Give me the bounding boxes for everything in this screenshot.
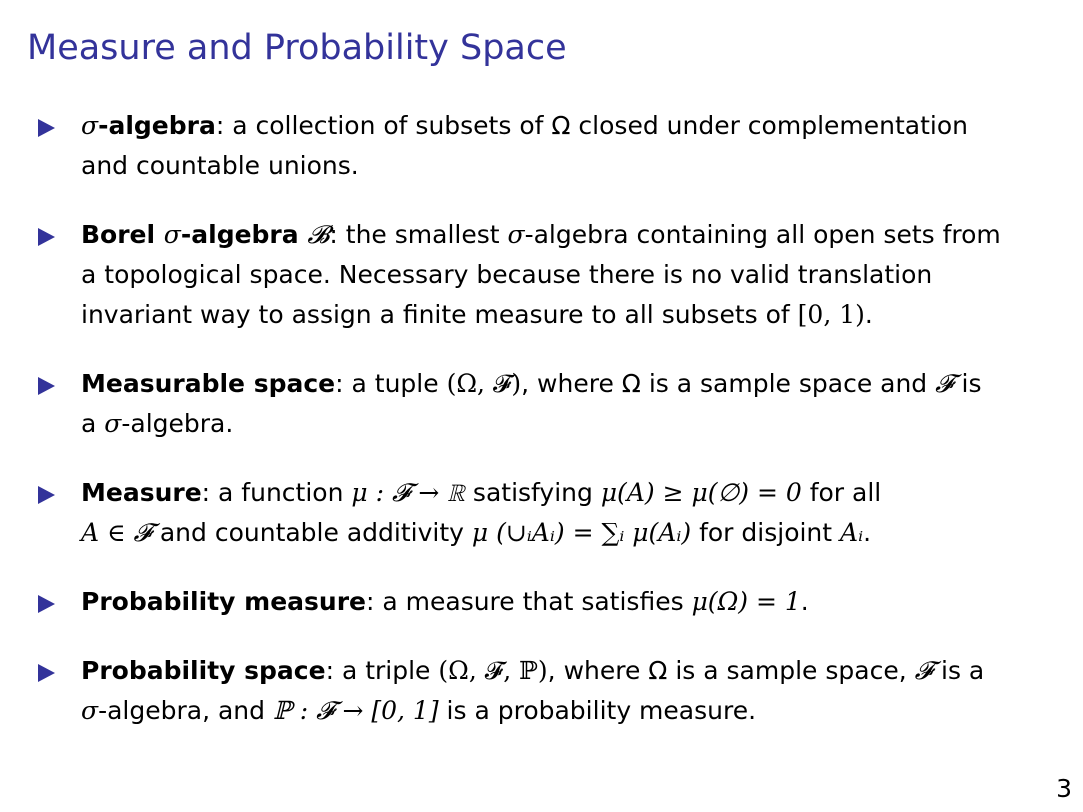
math-triple: (Ω, 𝓕, ℙ)	[438, 656, 548, 685]
definition-text: : a measure that satisfies	[366, 587, 692, 616]
term: Measure	[81, 478, 202, 507]
definition-text: for disjoint	[691, 518, 841, 547]
bullet-probability-measure	[38, 582, 1074, 622]
math-a-i: Aᵢ	[840, 518, 864, 547]
bullet-line	[81, 146, 1074, 186]
bullet-line	[81, 215, 1074, 255]
bullet-probability-space	[38, 651, 1074, 731]
term: -algebra	[98, 111, 216, 140]
definition-text: : the smallest	[329, 220, 508, 249]
term: Probability space	[81, 656, 326, 685]
definition-text: , where Ω is a sample space,	[547, 656, 915, 685]
triangle-right-icon	[38, 119, 55, 137]
bullet-line	[81, 404, 1074, 444]
math-normalization: μ(Ω) = 1	[691, 587, 801, 616]
slide-title: Measure and Probability Space	[27, 28, 567, 68]
triangle-right-icon	[38, 595, 55, 613]
definition-text: invariant way to assign a finite measure to all subsets of	[81, 300, 798, 329]
bullet-measurable-space	[38, 364, 1074, 444]
definition-text: -algebra, and	[98, 696, 273, 725]
bullet-list	[38, 106, 1074, 760]
definition-text: and countable additivity	[151, 518, 472, 547]
term: Measurable space	[81, 369, 336, 398]
definition-text: : a function	[201, 478, 352, 507]
definition-text: -algebra containing all open sets from	[524, 220, 1001, 249]
math-probability-function: ℙ : 𝓕 → [0, 1]	[272, 696, 439, 725]
bullet-line	[81, 582, 1074, 622]
bullet-measure	[38, 473, 1074, 553]
bullet-borel-sigma-algebra	[38, 215, 1074, 335]
math-sigma: σ	[104, 409, 122, 438]
bullet-sigma-algebra	[38, 106, 1074, 186]
definition-text: is a	[933, 656, 985, 685]
triangle-right-icon	[38, 664, 55, 682]
definition-text: .	[800, 587, 809, 616]
math-tuple: (Ω, 𝓕)	[446, 369, 522, 398]
math-membership: A ∈ 𝓕	[81, 518, 152, 547]
triangle-right-icon	[38, 228, 55, 246]
definition-text: and countable unions.	[81, 151, 359, 180]
math-function: μ : 𝓕 → ℝ	[351, 478, 465, 507]
triangle-right-icon	[38, 377, 55, 395]
page-number: 3	[1056, 774, 1072, 803]
bullet-line	[81, 513, 1074, 553]
definition-text: : a collection of subsets of Ω closed under complementation	[215, 111, 968, 140]
math-sigma: σ	[81, 111, 99, 140]
definition-text: -algebra.	[121, 409, 234, 438]
math-sigma: σ	[507, 220, 525, 249]
definition-text: is	[953, 369, 982, 398]
math-borel-b: 𝓑	[307, 220, 330, 249]
definition-text: , where Ω is a sample space and	[521, 369, 936, 398]
definition-text: .	[864, 300, 873, 329]
bullet-line	[81, 255, 1074, 295]
definition-text: a topological space. Necessary because there is no valid translation	[81, 260, 933, 289]
definition-text: for all	[801, 478, 882, 507]
bullet-line	[81, 295, 1074, 335]
term: Probability measure	[81, 587, 366, 616]
math-sigma: σ	[81, 696, 99, 725]
term: Borel	[81, 220, 164, 249]
bullet-line	[81, 106, 1074, 146]
math-additivity: μ (∪ᵢAᵢ) = ∑ᵢ μ(Aᵢ)	[471, 518, 692, 547]
bullet-line	[81, 473, 1074, 513]
bullet-line	[81, 364, 1074, 404]
definition-text: : a triple	[325, 656, 439, 685]
math-interval: [0, 1)	[797, 300, 865, 329]
bullet-line	[81, 651, 1074, 691]
triangle-right-icon	[38, 486, 55, 504]
math-f: 𝓕	[935, 369, 954, 398]
math-sigma: σ	[163, 220, 181, 249]
definition-text: : a tuple	[335, 369, 447, 398]
math-f: 𝓕	[914, 656, 934, 685]
definition-text: satisfying	[464, 478, 601, 507]
definition-text: a	[81, 409, 105, 438]
math-inequality: μ(A) ≥ μ(∅) = 0	[600, 478, 802, 507]
definition-text: .	[863, 518, 872, 547]
term: -algebra	[180, 220, 308, 249]
definition-text: is a probability measure.	[438, 696, 757, 725]
bullet-line	[81, 691, 1074, 731]
